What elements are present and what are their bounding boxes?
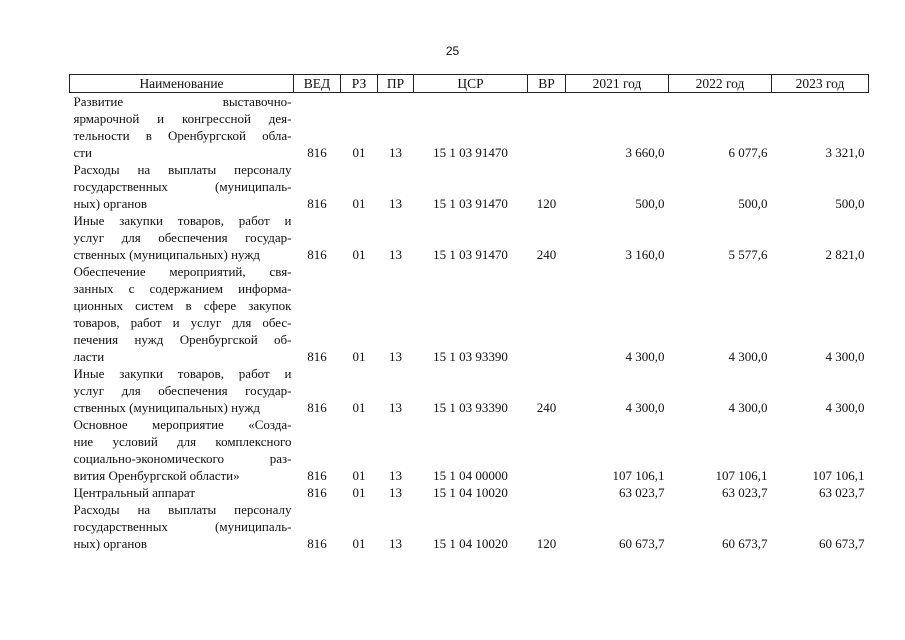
cell-ved: 816: [307, 536, 327, 551]
cell-2022: 500,0: [738, 196, 768, 211]
cell-2023: 4 300,0: [825, 349, 865, 364]
cell-ved: 816: [307, 247, 327, 262]
cell-pr: 13: [389, 485, 402, 500]
table-row: [70, 365, 869, 416]
cell-2023: 60 673,7: [819, 536, 865, 551]
cell-2022: 60 673,7: [722, 536, 768, 551]
cell-pr: 13: [389, 196, 402, 211]
name-line: вития Оренбургской области»: [73, 468, 240, 483]
cell-2022: 107 106,1: [715, 468, 768, 483]
cell-vr: [528, 416, 566, 484]
name-line: ных) органов: [73, 536, 147, 551]
name-line: государственных (муниципаль-: [73, 179, 292, 194]
name-line: ственных (муниципальных) нужд: [73, 247, 260, 262]
header-rz: РЗ: [341, 75, 378, 93]
name-line: Центральный аппарат: [73, 485, 196, 500]
cell-pr: 13: [389, 536, 402, 551]
cell-name: [70, 416, 294, 484]
name-line: Расходы на выплаты персоналу: [73, 162, 292, 177]
name-line: Развитие выставочно-: [73, 94, 292, 109]
cell-2021: 107 106,1: [612, 468, 665, 483]
table-row: [70, 161, 869, 212]
cell-rz: 01: [352, 485, 366, 500]
cell-name: [70, 93, 294, 162]
header-2022: 2022 год: [669, 75, 772, 93]
name-line: ярмарочной и конгрессной дея-: [73, 111, 292, 126]
name-line: ственных (муниципальных) нужд: [73, 400, 260, 415]
cell-vr: 120: [536, 536, 557, 551]
cell-csr: 15 1 03 91470: [433, 145, 508, 160]
cell-2022: 5 577,6: [728, 247, 768, 262]
cell-rz: 01: [352, 247, 366, 262]
table-row: [70, 501, 869, 552]
cell-2022: 4 300,0: [728, 400, 768, 415]
cell-name: [70, 263, 294, 365]
cell-csr: 15 1 03 93390: [433, 400, 508, 415]
name-line: сти: [73, 145, 92, 160]
page-number: 25: [445, 44, 460, 58]
cell-ved: 816: [307, 468, 327, 483]
table-header-row: [70, 75, 869, 93]
cell-name: [70, 484, 294, 501]
cell-csr: 15 1 04 00000: [433, 468, 508, 483]
cell-pr: 13: [389, 400, 402, 415]
cell-2021: 4 300,0: [625, 400, 665, 415]
name-line: Расходы на выплаты персоналу: [73, 502, 292, 517]
table-body: [70, 93, 869, 553]
cell-csr: 15 1 04 10020: [433, 536, 508, 551]
cell-csr: 15 1 04 10020: [433, 485, 508, 500]
name-line: Иные закупки товаров, работ и: [73, 366, 292, 381]
name-line: занных с содержанием информа-: [73, 281, 292, 296]
cell-pr: 13: [389, 468, 402, 483]
header-pr: ПР: [378, 75, 414, 93]
header-name: Наименование: [70, 75, 294, 93]
cell-ved: 816: [307, 196, 327, 211]
cell-rz: 01: [352, 349, 366, 364]
table-row: [70, 263, 869, 365]
name-line: государственных (муниципаль-: [73, 519, 292, 534]
cell-rz: 01: [352, 400, 366, 415]
cell-name: [70, 501, 294, 552]
table-row: [70, 416, 869, 484]
cell-2022: 4 300,0: [728, 349, 768, 364]
cell-vr: [528, 93, 566, 162]
cell-ved: 816: [307, 145, 327, 160]
cell-ved: 816: [307, 485, 327, 500]
name-line: ных) органов: [73, 196, 147, 211]
cell-2021: 60 673,7: [619, 536, 665, 551]
cell-2021: 500,0: [635, 196, 665, 211]
cell-2021: 3 660,0: [625, 145, 665, 160]
cell-2021: 3 160,0: [625, 247, 665, 262]
cell-pr: 13: [389, 145, 402, 160]
name-line: товаров, работ и услуг для обес-: [73, 315, 292, 330]
cell-2021: 4 300,0: [625, 349, 665, 364]
cell-2023: 3 321,0: [825, 145, 865, 160]
name-line: Основное мероприятие «Созда-: [73, 417, 292, 432]
name-line: Обеспечение мероприятий, свя-: [73, 264, 292, 279]
header-2021: 2021 год: [566, 75, 669, 93]
cell-rz: 01: [352, 196, 366, 211]
cell-2022: 6 077,6: [728, 145, 768, 160]
table-row: [70, 212, 869, 263]
cell-csr: 15 1 03 93390: [433, 349, 508, 364]
cell-2023: 107 106,1: [812, 468, 865, 483]
cell-2021: 63 023,7: [619, 485, 665, 500]
cell-pr: 13: [389, 349, 402, 364]
name-line: Иные закупки товаров, работ и: [73, 213, 292, 228]
cell-pr: 13: [389, 247, 402, 262]
cell-2023: 63 023,7: [819, 485, 865, 500]
cell-name: [70, 365, 294, 416]
cell-vr: 240: [536, 247, 557, 262]
cell-name: [70, 212, 294, 263]
cell-ved: 816: [307, 400, 327, 415]
cell-rz: 01: [352, 468, 366, 483]
cell-name: [70, 161, 294, 212]
table-row: [70, 484, 869, 501]
cell-2023: 4 300,0: [825, 400, 865, 415]
cell-2023: 500,0: [835, 196, 865, 211]
header-csr: ЦСР: [414, 75, 528, 93]
cell-vr: 120: [536, 196, 557, 211]
name-line: социально-экономического раз-: [73, 451, 292, 466]
cell-2023: 2 821,0: [825, 247, 865, 262]
cell-2022: 63 023,7: [722, 485, 768, 500]
table-row: [70, 93, 869, 162]
header-ved: ВЕД: [294, 75, 341, 93]
name-line: услуг для обеспечения государ-: [73, 383, 292, 398]
cell-rz: 01: [352, 536, 366, 551]
cell-vr: [528, 263, 566, 365]
budget-table: [69, 74, 869, 552]
cell-csr: 15 1 03 91470: [433, 196, 508, 211]
cell-csr: 15 1 03 91470: [433, 247, 508, 262]
name-line: ционных систем в сфере закупок: [73, 298, 292, 313]
header-vr: ВР: [528, 75, 566, 93]
header-2023: 2023 год: [772, 75, 869, 93]
name-line: ласти: [73, 349, 105, 364]
name-line: ние условий для комплексного: [73, 434, 292, 449]
cell-vr: [528, 484, 566, 501]
cell-vr: 240: [536, 400, 557, 415]
cell-ved: 816: [307, 349, 327, 364]
name-line: печения нужд Оренбургской об-: [73, 332, 292, 347]
name-line: тельности в Оренбургской обла-: [73, 128, 292, 143]
cell-rz: 01: [352, 145, 366, 160]
name-line: услуг для обеспечения государ-: [73, 230, 292, 245]
